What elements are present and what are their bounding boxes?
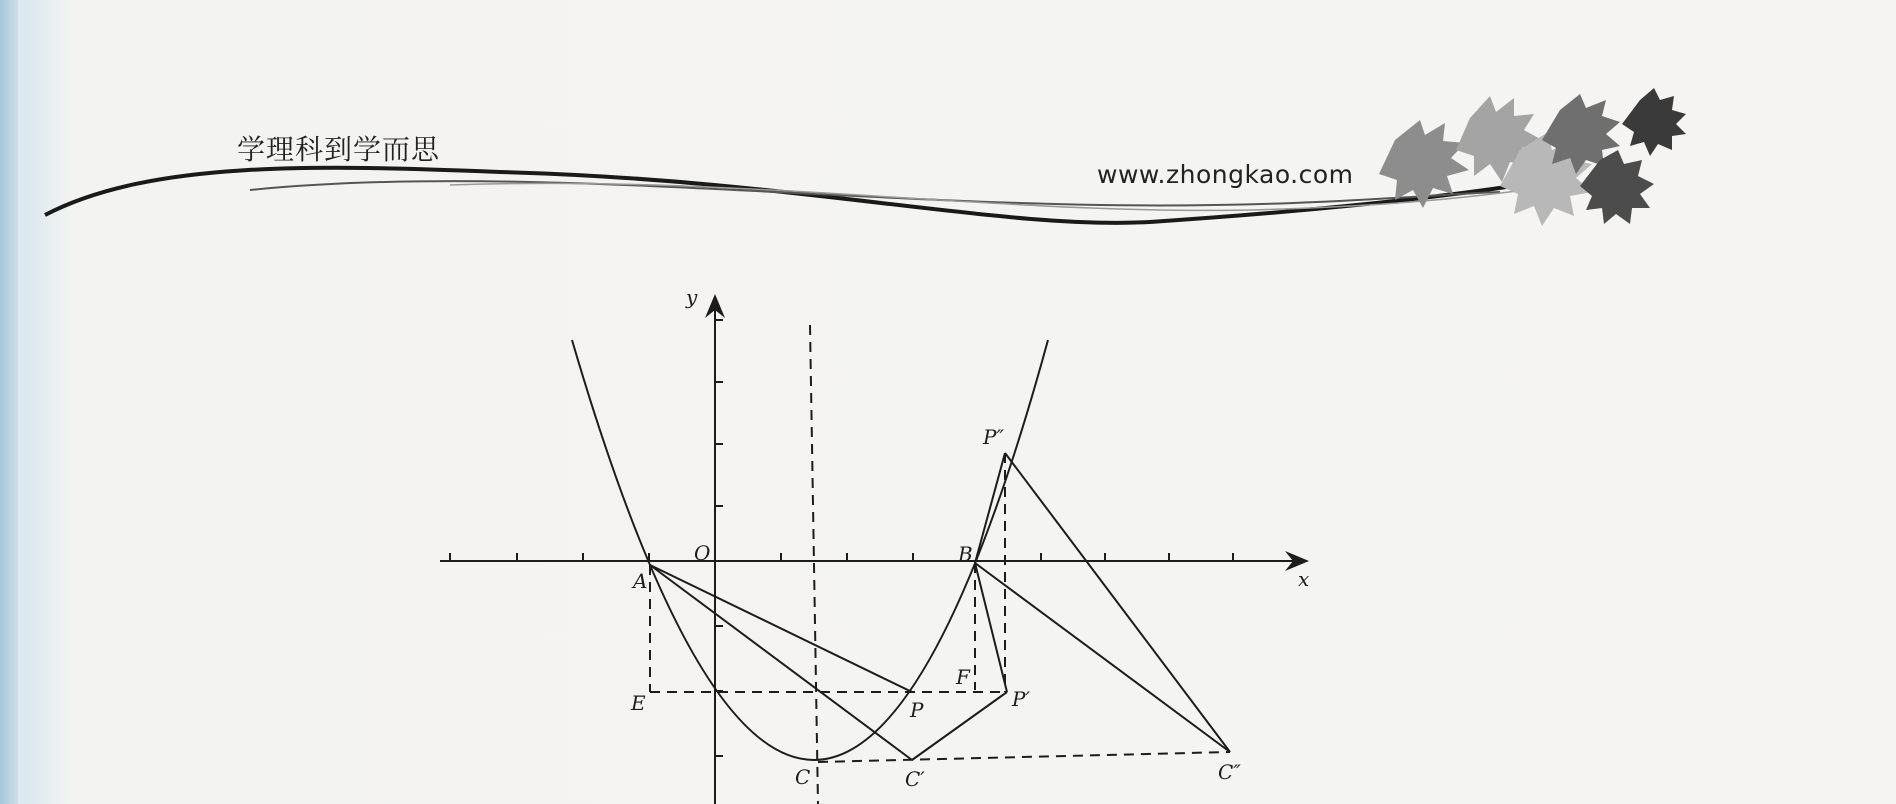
symmetry-axis (810, 325, 818, 804)
point-b-label: B (958, 542, 973, 566)
point-e-label: E (631, 691, 646, 715)
x-axis-label: x (1298, 567, 1310, 591)
point-p-label: P (910, 698, 924, 722)
origin-label: O (694, 541, 711, 565)
point-p-prime-label: P′ (1012, 687, 1030, 711)
header-slogan: 学理科到学而思 (237, 133, 441, 166)
point-p-double-prime-label: P″ (983, 425, 1004, 449)
point-c-prime-label: C′ (905, 767, 925, 791)
point-c-double-prime-label: C″ (1218, 760, 1241, 784)
solid-segments (650, 453, 1230, 760)
x-axis-ticks (450, 553, 1233, 561)
point-c-label: C (795, 765, 811, 789)
y-axis-label: y (686, 285, 698, 309)
header-url: www.zhongkao.com (1097, 160, 1354, 189)
point-f-label: F (956, 665, 970, 689)
point-a-label: A (633, 569, 648, 593)
